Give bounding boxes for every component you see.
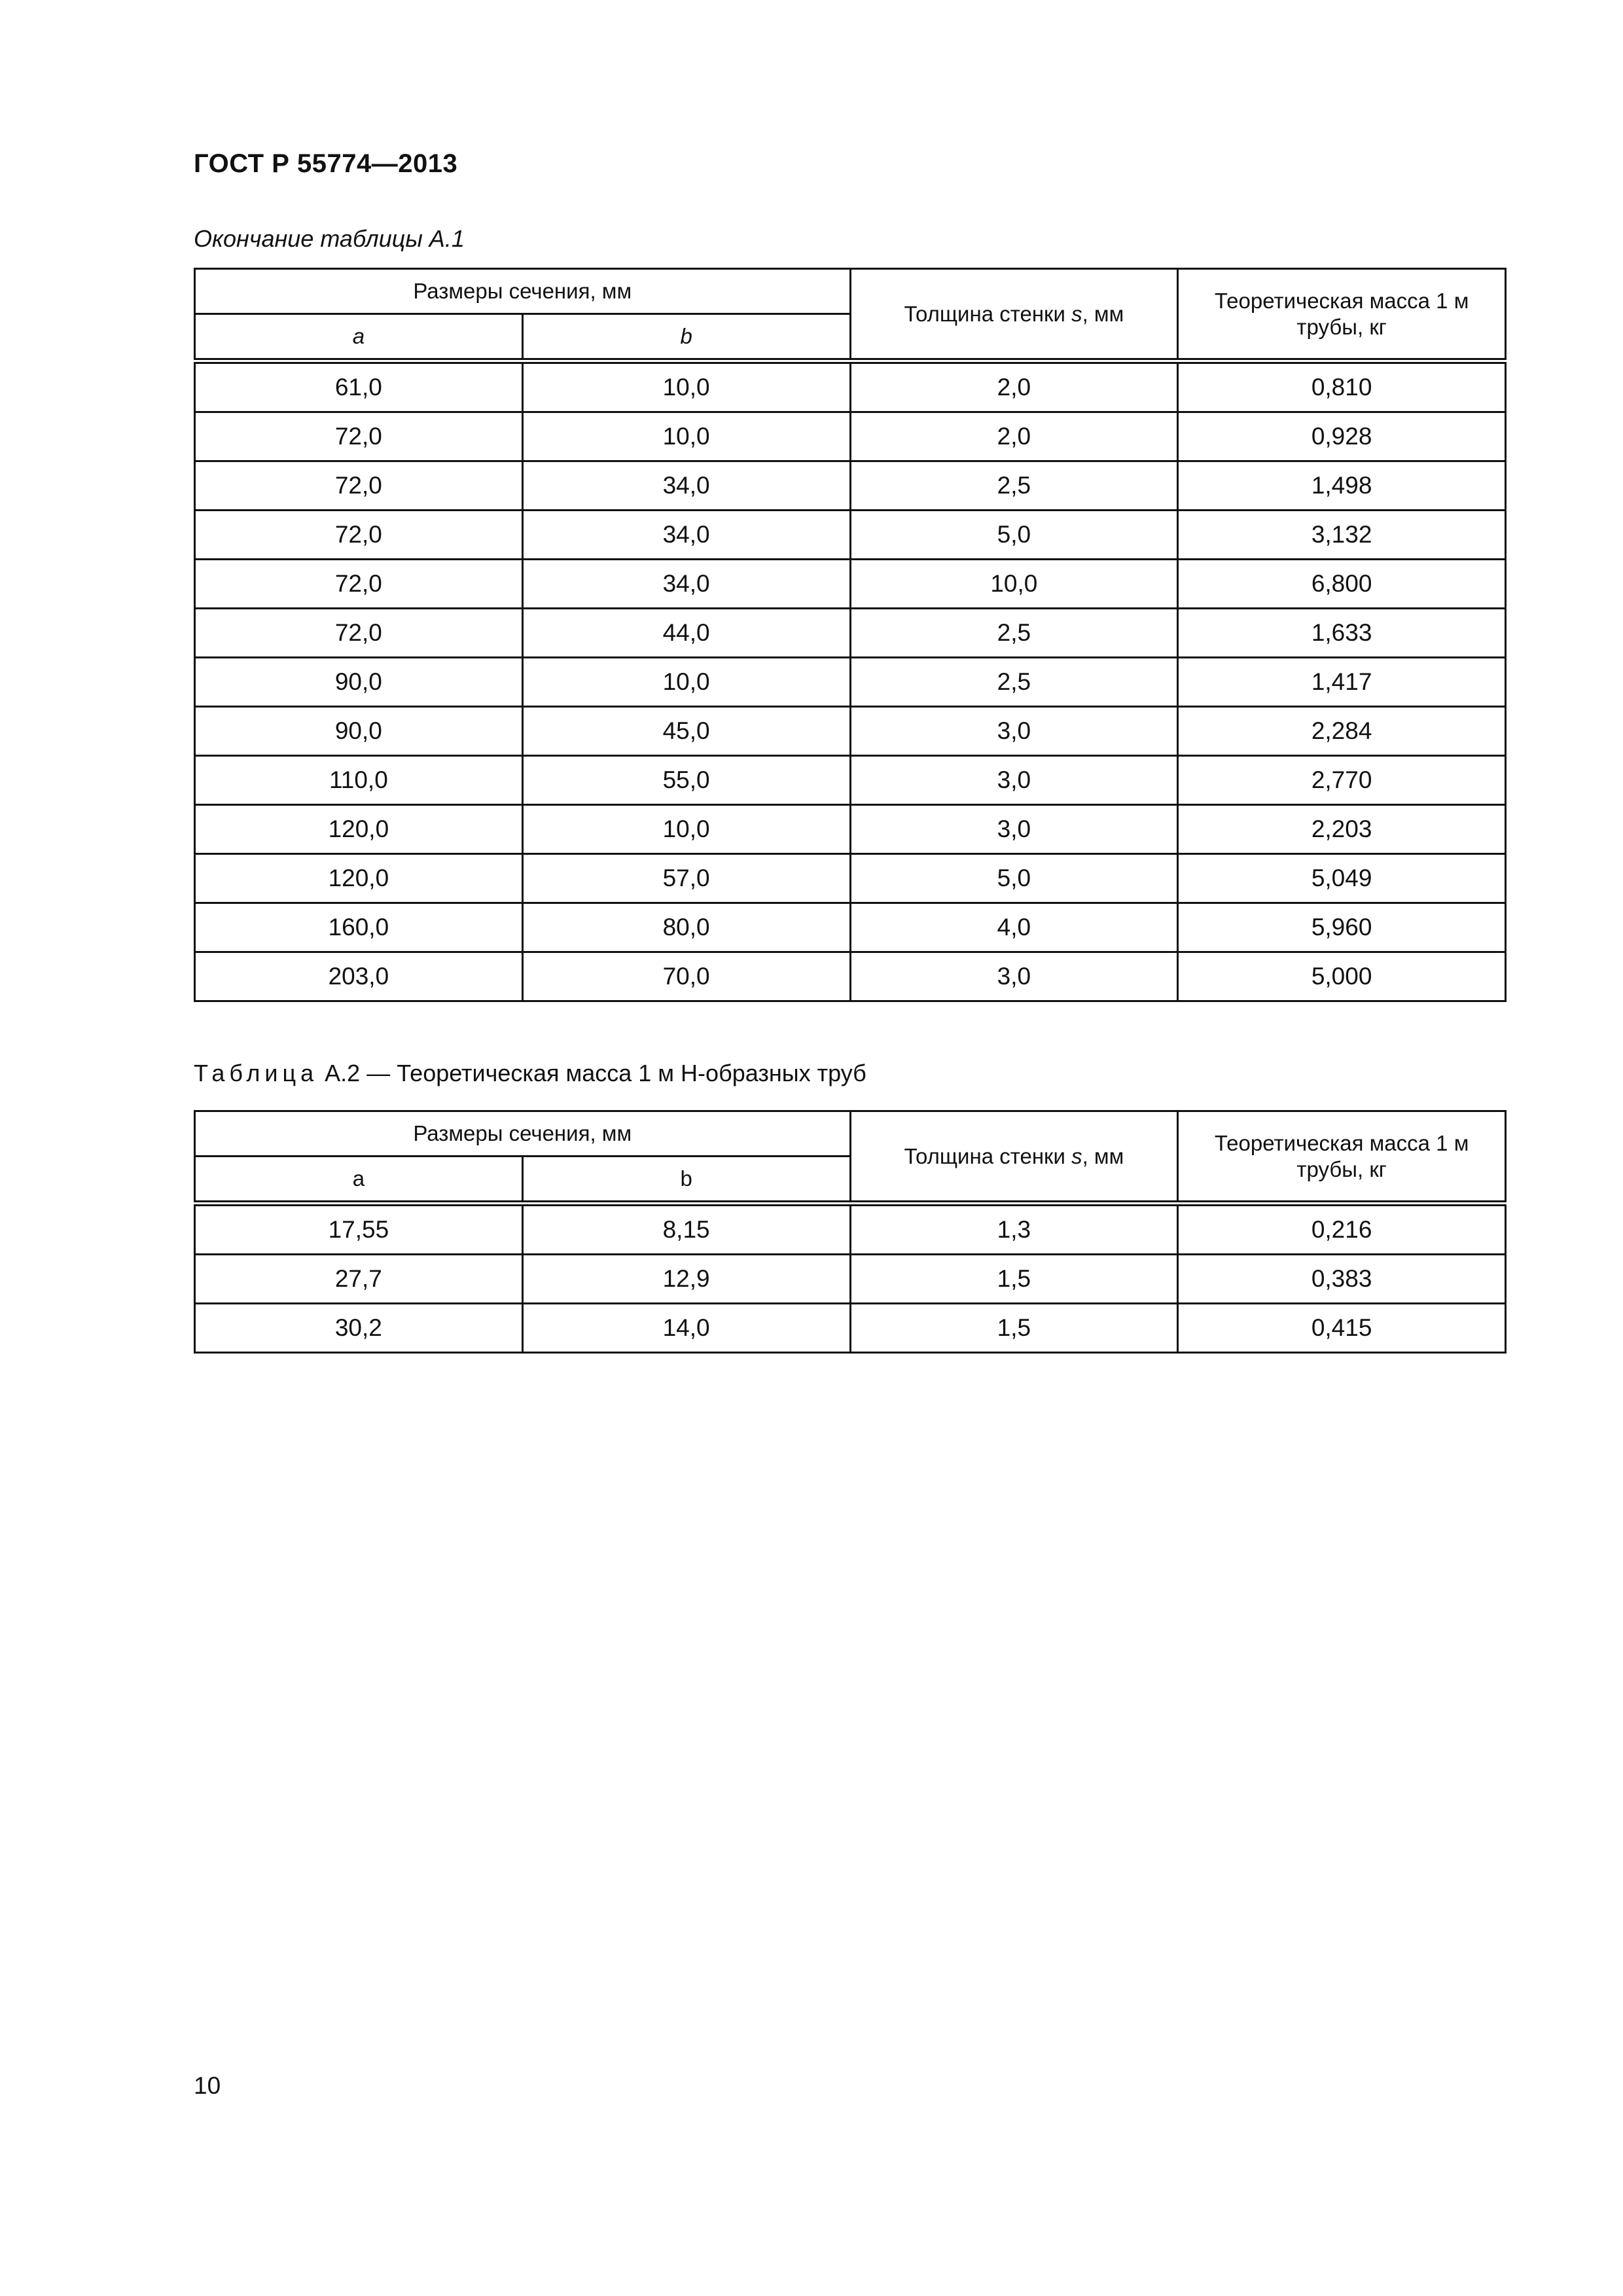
cell-a: 160,0 [195, 903, 523, 952]
cell-mass: 1,417 [1178, 658, 1506, 707]
table-a1-body [195, 361, 1506, 1001]
cell-b: 34,0 [522, 560, 850, 609]
cell-b: 45,0 [522, 707, 850, 756]
cell-mass: 5,960 [1178, 903, 1506, 952]
table-row [195, 412, 1506, 461]
cell-thickness: 5,0 [850, 511, 1178, 560]
cell-mass: 0,216 [1178, 1204, 1506, 1255]
cell-thickness: 2,5 [850, 609, 1178, 658]
cell-a: 72,0 [195, 461, 523, 511]
header-section-dimensions: Размеры сечения, мм [195, 1111, 851, 1157]
header-wall-thickness: Толщина стенки s, мм [850, 1111, 1178, 1204]
header-col-a: a [195, 1157, 523, 1204]
table-a1-caption: Окончание таблицы А.1 [194, 225, 465, 252]
table-a2 [194, 1110, 1507, 1354]
cell-mass: 2,203 [1178, 805, 1506, 854]
cell-b: 10,0 [522, 361, 850, 412]
table-row [195, 952, 1506, 1001]
header-theoretical-mass: Теоретическая масса 1 м трубы, кг [1178, 269, 1506, 361]
cell-thickness: 3,0 [850, 952, 1178, 1001]
cell-mass: 1,498 [1178, 461, 1506, 511]
table-a1 [194, 268, 1507, 1002]
table-row [195, 511, 1506, 560]
cell-thickness: 3,0 [850, 805, 1178, 854]
cell-mass: 0,383 [1178, 1255, 1506, 1304]
table-row [195, 1304, 1506, 1353]
cell-b: 70,0 [522, 952, 850, 1001]
cell-thickness: 1,5 [850, 1304, 1178, 1353]
table-a2-caption [194, 1060, 866, 1087]
cell-a: 110,0 [195, 756, 523, 805]
table-row [195, 1255, 1506, 1304]
cell-a: 72,0 [195, 609, 523, 658]
cell-a: 203,0 [195, 952, 523, 1001]
table-row [195, 756, 1506, 805]
cell-b: 57,0 [522, 854, 850, 903]
cell-a: 72,0 [195, 560, 523, 609]
cell-b: 80,0 [522, 903, 850, 952]
cell-b: 34,0 [522, 511, 850, 560]
cell-a: 72,0 [195, 412, 523, 461]
cell-a: 90,0 [195, 658, 523, 707]
table-row [195, 658, 1506, 707]
cell-b: 55,0 [522, 756, 850, 805]
cell-thickness: 2,5 [850, 461, 1178, 511]
header-theoretical-mass: Теоретическая масса 1 м трубы, кг [1178, 1111, 1506, 1204]
cell-b: 10,0 [522, 412, 850, 461]
table-row [195, 609, 1506, 658]
table-a2-body [195, 1204, 1506, 1353]
table-row [195, 854, 1506, 903]
cell-b: 34,0 [522, 461, 850, 511]
table-row [195, 805, 1506, 854]
cell-a: 120,0 [195, 805, 523, 854]
cell-thickness: 2,0 [850, 361, 1178, 412]
cell-mass: 5,049 [1178, 854, 1506, 903]
cell-thickness: 2,5 [850, 658, 1178, 707]
cell-a: 90,0 [195, 707, 523, 756]
table-a2-caption-label: Таблица [194, 1060, 319, 1086]
page-number: 10 [194, 2072, 221, 2099]
cell-mass: 1,633 [1178, 609, 1506, 658]
cell-b: 10,0 [522, 805, 850, 854]
cell-mass: 5,000 [1178, 952, 1506, 1001]
cell-mass: 0,928 [1178, 412, 1506, 461]
header-section-dimensions: Размеры сечения, мм [195, 269, 851, 314]
cell-mass: 0,415 [1178, 1304, 1506, 1353]
table-row [195, 461, 1506, 511]
cell-thickness: 10,0 [850, 560, 1178, 609]
cell-mass: 2,770 [1178, 756, 1506, 805]
cell-a: 27,7 [195, 1255, 523, 1304]
cell-thickness: 1,5 [850, 1255, 1178, 1304]
table-a2-caption-text: А.2 — Теоретическая масса 1 м Н-образных труб [318, 1060, 866, 1086]
cell-thickness: 5,0 [850, 854, 1178, 903]
cell-thickness: 2,0 [850, 412, 1178, 461]
cell-thickness: 3,0 [850, 756, 1178, 805]
cell-a: 120,0 [195, 854, 523, 903]
cell-a: 72,0 [195, 511, 523, 560]
cell-mass: 2,284 [1178, 707, 1506, 756]
table-row [195, 1204, 1506, 1255]
cell-b: 44,0 [522, 609, 850, 658]
cell-mass: 0,810 [1178, 361, 1506, 412]
cell-b: 8,15 [522, 1204, 850, 1255]
header-col-b: b [522, 1157, 850, 1204]
table-row [195, 903, 1506, 952]
cell-a: 17,55 [195, 1204, 523, 1255]
table-a1-grid [194, 268, 1507, 1002]
header-wall-thickness: Толщина стенки s, мм [850, 269, 1178, 361]
table-row [195, 560, 1506, 609]
cell-b: 14,0 [522, 1304, 850, 1353]
cell-thickness: 3,0 [850, 707, 1178, 756]
cell-mass: 6,800 [1178, 560, 1506, 609]
table-row [195, 707, 1506, 756]
header-col-a: a [195, 314, 523, 361]
cell-mass: 3,132 [1178, 511, 1506, 560]
cell-a: 61,0 [195, 361, 523, 412]
header-col-b: b [522, 314, 850, 361]
table-row [195, 361, 1506, 412]
table-a2-grid [194, 1110, 1507, 1354]
cell-a: 30,2 [195, 1304, 523, 1353]
document-code: ГОСТ Р 55774—2013 [194, 149, 458, 178]
cell-b: 12,9 [522, 1255, 850, 1304]
cell-thickness: 1,3 [850, 1204, 1178, 1255]
cell-b: 10,0 [522, 658, 850, 707]
cell-thickness: 4,0 [850, 903, 1178, 952]
